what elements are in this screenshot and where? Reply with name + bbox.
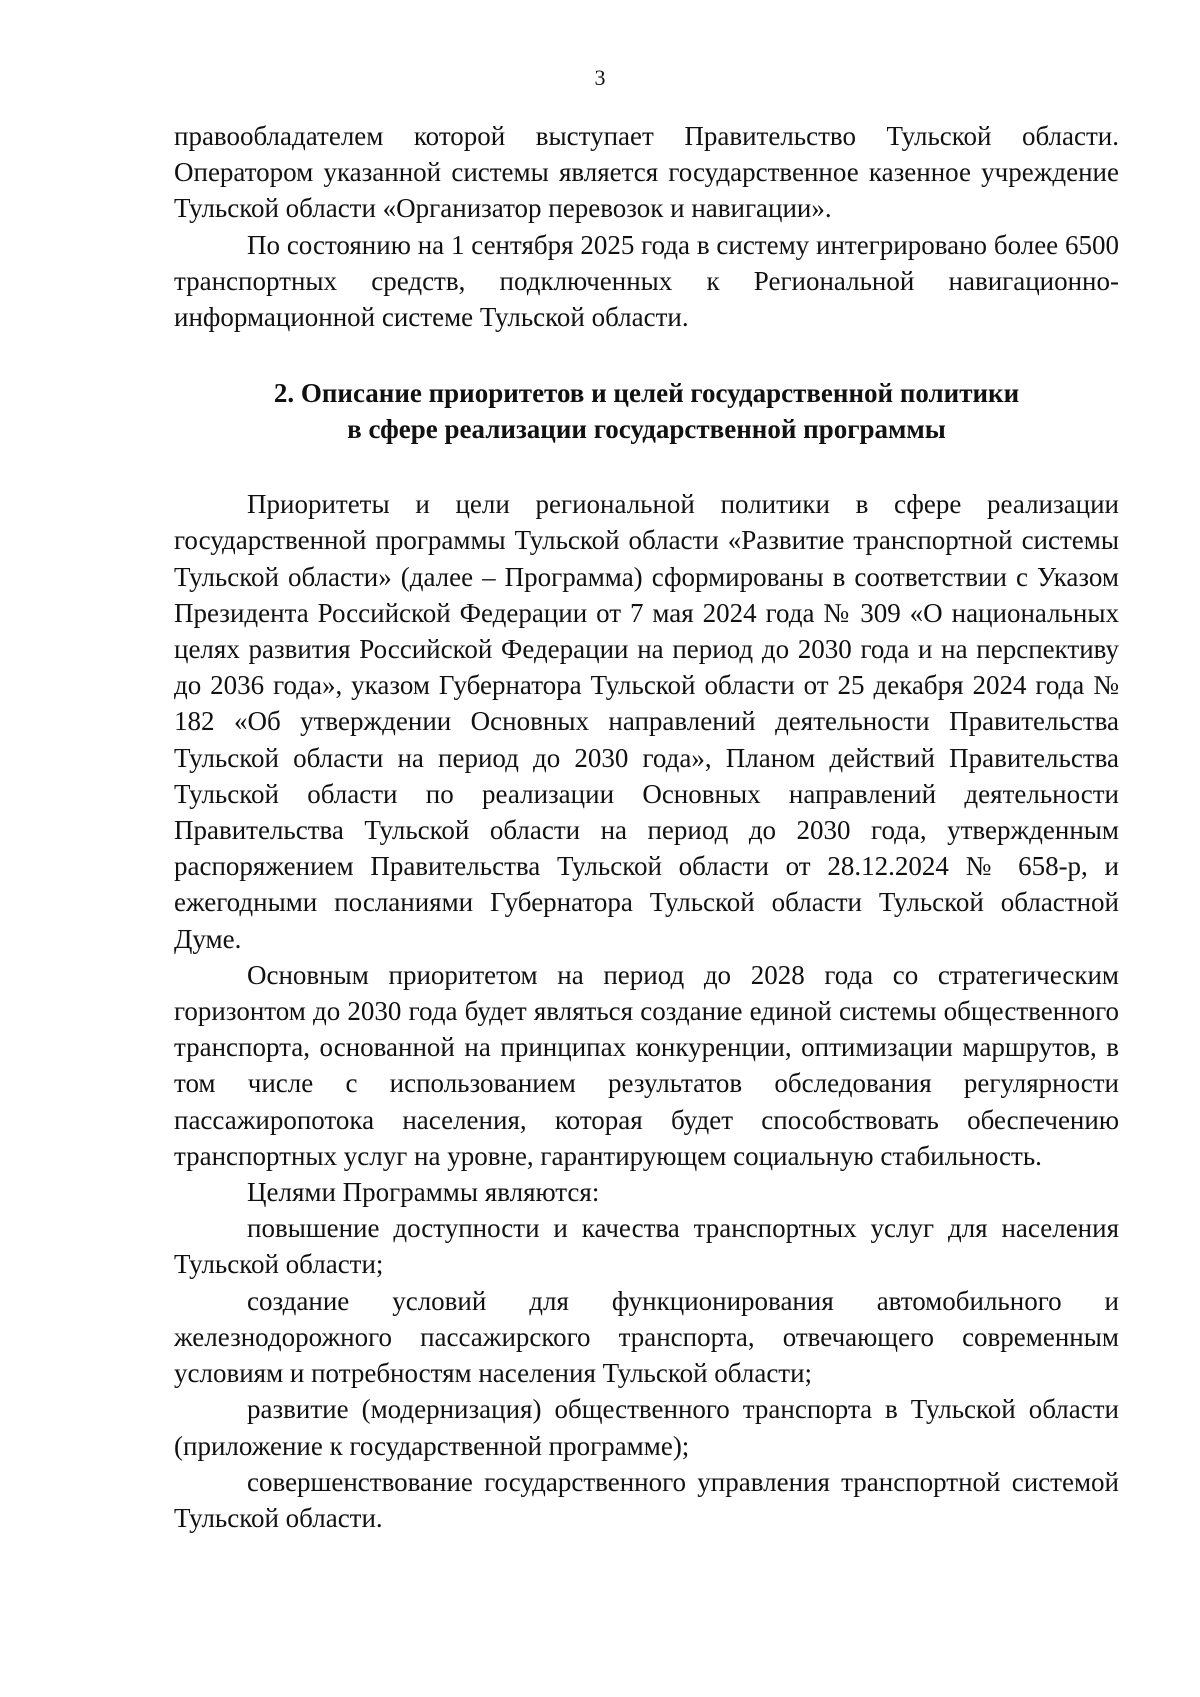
goal-item: повышение доступности и качества транспортных услуг для населения Тульской области; — [174, 1213, 1119, 1280]
document-body — [174, 118, 1119, 1536]
page-number: 3 — [594, 65, 606, 90]
intro-status-paragraph: По состоянию на 1 сентября 2025 года в систему интегрировано более 6500 транспортных средств, подключенных к Региональной навигационно-информационной системе Тульской области. — [174, 229, 1119, 333]
goal-item: совершенствование государственного управления транспортной системой Тульской области. — [174, 1466, 1119, 1533]
goal-item: создание условий для функционирования автомобильного и железнодорожного пассажирского транспорта, отвечающего современным условиям и потребностям населения Тульской области; — [174, 1285, 1119, 1389]
priorities-paragraph: Приоритеты и цели региональной политики в сфере реализации государственной программы Тульской области «Развитие транспортной системы Тульской области» (далее – Программа) сформированы в соответствии с Указом Президента Российской Федерации от 7 мая 2024 года № 309 «О национальных целях развития Российской Федерации на период до 2030 года и на перспективу до 2036 года», указом Губернатора Тульской области от 25 декабря 2024 года № 182 «Об утверждении Основных направлений деятельности Правительства Тульской области на период до 2030 года», Планом действий Правительства Тульской области по реализации Основных направлений деятельности Правительства Тульской области на период до 2030 года, утвержденным распоряжением Правительства Тульской области от 28.12.2024 № 658-р, и ежегодными посланиями Губернатора Тульской области Тульской областной Думе. — [174, 489, 1119, 954]
section-heading-line-1: 2. Описание приоритетов и целей государственной политики — [273, 378, 1020, 409]
section-heading-line-2: в сфере реализации государственной программы — [347, 414, 946, 445]
goal-item: развитие (модернизация) общественного транспорта в Тульской области (приложение к государственной программе); — [174, 1394, 1119, 1461]
main-priority-paragraph: Основным приоритетом на период до 2028 года со стратегическим горизонтом до 2030 года будет являться создание единой системы общественного транспорта, основанной на принципах конкуренции, оптимизации маршрутов, в том числе с использованием результатов обследования регулярности пассажиропотока населения, которая будет способствовать обеспечению транспортных услуг на уровне, гарантирующем социальную стабильность. — [174, 959, 1119, 1171]
intro-continuation-paragraph: правообладателем которой выступает Правительство Тульской области. Оператором указанной системы является государственное казенное учреждение Тульской области «Организатор перевозок и навигации». — [174, 121, 1119, 224]
goals-intro-paragraph: Целями Программы являются: — [247, 1177, 600, 1208]
section-heading — [174, 375, 1119, 447]
